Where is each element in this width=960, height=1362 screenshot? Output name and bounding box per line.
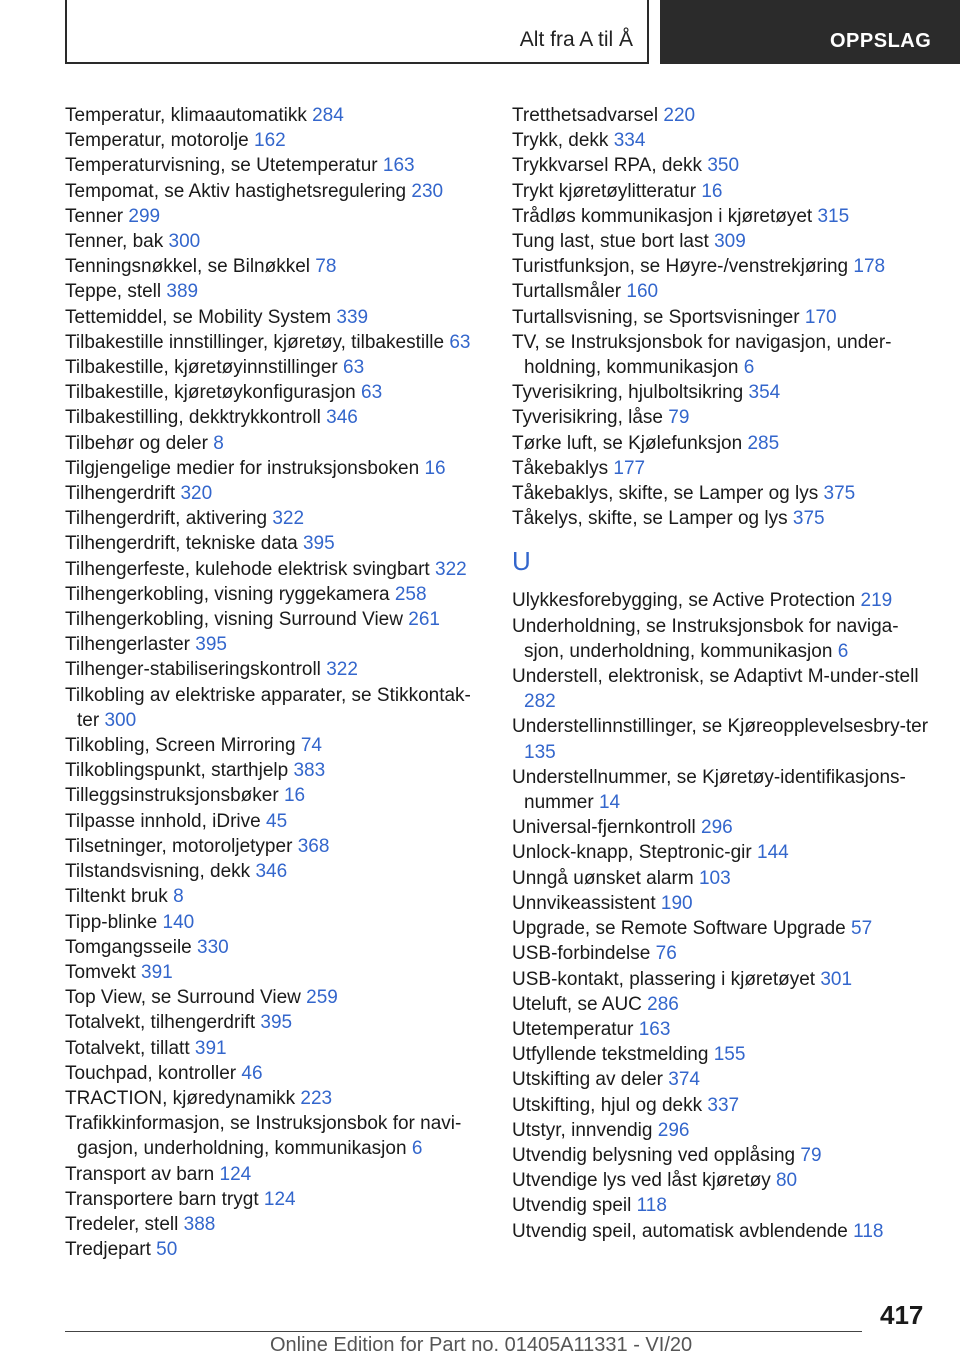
page-reference-link[interactable]: 230 bbox=[411, 180, 444, 202]
index-entry-text: Tilbakestille, kjøretøyinnstillinger bbox=[65, 357, 338, 379]
page-reference-link[interactable]: 375 bbox=[823, 483, 856, 505]
index-column-right bbox=[512, 103, 932, 1244]
page-reference-link[interactable]: 144 bbox=[757, 842, 789, 864]
index-entry-text: Turtallsmåler bbox=[512, 281, 622, 303]
page-reference-link[interactable]: 118 bbox=[636, 1195, 667, 1217]
index-entry bbox=[65, 733, 485, 758]
index-entry bbox=[512, 380, 932, 405]
page-reference-link[interactable]: 299 bbox=[128, 205, 161, 227]
index-entry-text: Tyverisikring, låse bbox=[512, 407, 663, 429]
page-reference-link[interactable]: 6 bbox=[411, 1138, 423, 1160]
page-reference-link[interactable]: 45 bbox=[266, 810, 288, 832]
index-entry-text: Understellnummer, se Kjøretøy-identifikasjons‐nummer bbox=[512, 766, 906, 814]
index-entry bbox=[65, 456, 485, 481]
index-entry-text: Tilpasse innhold, iDrive bbox=[65, 810, 261, 832]
index-entry bbox=[512, 1017, 932, 1042]
page-reference-link[interactable]: 6 bbox=[837, 640, 849, 662]
index-entry-text: Tyverisikring, hjulboltsikring bbox=[512, 382, 744, 404]
index-entry bbox=[65, 1036, 485, 1061]
index-entry bbox=[512, 840, 932, 865]
index-entry bbox=[512, 431, 932, 456]
page-reference-link[interactable]: 296 bbox=[701, 817, 733, 839]
page-reference-link[interactable]: 170 bbox=[804, 306, 837, 328]
page-reference-link[interactable]: 350 bbox=[707, 155, 740, 177]
index-entry-text: Tilhengerdrift bbox=[65, 483, 176, 505]
page-reference-link[interactable]: 383 bbox=[293, 760, 326, 782]
index-entry bbox=[65, 1237, 485, 1262]
index-entry bbox=[512, 614, 932, 664]
index-entry bbox=[65, 153, 485, 178]
index-entry-text: Utfyllende tekstmelding bbox=[512, 1044, 709, 1066]
index-entry-text: Utskifting, hjul og dekk bbox=[512, 1094, 703, 1116]
index-entry bbox=[65, 431, 485, 456]
index-entry-text: Transport av barn bbox=[65, 1163, 215, 1185]
page-reference-link[interactable]: 63 bbox=[343, 357, 365, 379]
index-entry-text: Trykkvarsel RPA, dekk bbox=[512, 155, 703, 177]
page-reference-link[interactable]: 219 bbox=[860, 590, 893, 612]
index-entry-text: Tilbakestilling, dekktrykkontroll bbox=[65, 407, 321, 429]
page-reference-link[interactable]: 79 bbox=[800, 1144, 822, 1166]
index-entry-text: Tettemiddel, se Mobility System bbox=[65, 306, 332, 328]
page-reference-link[interactable]: 391 bbox=[141, 961, 173, 983]
index-entry-text: Touchpad, kontroller bbox=[65, 1062, 237, 1084]
index-entry bbox=[512, 1042, 932, 1067]
page-reference-link[interactable]: 261 bbox=[408, 609, 440, 631]
page-reference-link[interactable]: 79 bbox=[668, 407, 690, 429]
index-entry bbox=[65, 305, 485, 330]
index-entry-text: Tretthetsadvarsel bbox=[512, 105, 659, 126]
index-entry-text: Tilgjengelige medier for instruksjonsboken bbox=[65, 457, 420, 479]
index-entry-text: Trykk, dekk bbox=[512, 130, 609, 152]
index-entry-text: Tilhenger-stabiliseringskontroll bbox=[65, 659, 321, 681]
index-entry bbox=[65, 380, 485, 405]
page-reference-link[interactable]: 315 bbox=[817, 205, 850, 227]
page-reference-link[interactable]: 320 bbox=[180, 483, 213, 505]
index-entry-text: Temperatur, motorolje bbox=[65, 130, 249, 152]
index-entry-text: Tiltenkt bruk bbox=[65, 886, 168, 908]
index-entry bbox=[512, 1219, 932, 1244]
index-entry-text: Tåkelys, skifte, se Lamper og lys bbox=[512, 508, 788, 530]
page-reference-link[interactable]: 50 bbox=[156, 1239, 178, 1261]
index-entry bbox=[65, 481, 485, 506]
index-entry bbox=[65, 960, 485, 985]
page-reference-link[interactable]: 223 bbox=[300, 1087, 333, 1109]
page-reference-link[interactable]: 395 bbox=[302, 533, 335, 555]
edition-footer: Online Edition for Part no. 01405A11331 - VI/20 bbox=[270, 1334, 693, 1356]
index-entry bbox=[512, 1118, 932, 1143]
index-entry-text: Utvendige lys ved låst kjøretøy bbox=[512, 1170, 771, 1192]
page-reference-link[interactable]: 337 bbox=[707, 1094, 740, 1116]
index-entry bbox=[512, 1093, 932, 1118]
index-entry-text: Tilbehør og deler bbox=[65, 432, 208, 454]
section-letter: U bbox=[512, 546, 531, 577]
index-entry bbox=[512, 279, 932, 304]
page-reference-link[interactable]: 339 bbox=[336, 306, 369, 328]
index-entry bbox=[512, 330, 932, 380]
index-entry-text: Unngå uønsket alarm bbox=[512, 867, 694, 889]
index-entry-text: Unnvikeassistent bbox=[512, 892, 656, 914]
section-tab bbox=[660, 0, 960, 64]
header-frame bbox=[65, 0, 649, 64]
index-entry bbox=[65, 179, 485, 204]
index-entry bbox=[65, 859, 485, 884]
index-entry-text: Ulykkesforebygging, se Active Protection bbox=[512, 590, 856, 612]
index-entry-text: Utvendig speil, automatisk avblendende bbox=[512, 1220, 848, 1242]
index-entry-text: Top View, se Surround View bbox=[65, 987, 301, 1009]
index-entry bbox=[512, 153, 932, 178]
index-entry-text: Tomvekt bbox=[65, 961, 136, 983]
index-entry bbox=[65, 607, 485, 632]
page-reference-link[interactable]: 63 bbox=[361, 382, 383, 404]
page-reference-link[interactable]: 368 bbox=[297, 835, 330, 857]
index-entry bbox=[65, 405, 485, 430]
page-reference-link[interactable]: 16 bbox=[424, 457, 446, 479]
index-entry-text: Utvendig speil bbox=[512, 1195, 632, 1217]
page-reference-link[interactable]: 140 bbox=[162, 911, 195, 933]
index-entry bbox=[65, 229, 485, 254]
page-reference-link[interactable]: 285 bbox=[747, 432, 780, 454]
index-column-left bbox=[65, 103, 485, 1262]
page-reference-link[interactable]: 395 bbox=[260, 1012, 293, 1034]
index-entry-text: USB-forbindelse bbox=[512, 943, 651, 965]
index-entry bbox=[65, 884, 485, 909]
page-reference-link[interactable]: 103 bbox=[698, 867, 731, 889]
page-reference-link[interactable]: 16 bbox=[701, 180, 723, 202]
index-entry-text: Tilkobling, Screen Mirroring bbox=[65, 735, 296, 757]
index-entry bbox=[512, 891, 932, 916]
page-reference-link[interactable]: 163 bbox=[382, 155, 415, 177]
index-entry bbox=[65, 910, 485, 935]
index-entry-text: Tilhengerkobling, visning Surround View bbox=[65, 609, 403, 631]
index-entry bbox=[65, 506, 485, 531]
index-entry bbox=[65, 279, 485, 304]
index-entry-text: Totalvekt, tillatt bbox=[65, 1037, 190, 1059]
index-entry-text: Totalvekt, tilhengerdrift bbox=[65, 1012, 256, 1034]
index-entry-text: Teppe, stell bbox=[65, 281, 162, 303]
page-reference-link[interactable]: 124 bbox=[263, 1188, 296, 1210]
page-reference-link[interactable]: 220 bbox=[663, 105, 696, 126]
page-reference-link[interactable]: 346 bbox=[255, 861, 288, 883]
page-reference-link[interactable]: 301 bbox=[820, 968, 853, 990]
page-reference-link[interactable]: 300 bbox=[168, 231, 201, 253]
index-entry bbox=[65, 683, 485, 733]
index-entry-text: Upgrade, se Remote Software Upgrade bbox=[512, 918, 846, 940]
index-entry-text: Tåkebaklys bbox=[512, 457, 609, 479]
index-entry bbox=[512, 714, 932, 764]
page-reference-link[interactable]: 330 bbox=[197, 936, 229, 958]
page-reference-link[interactable]: 163 bbox=[638, 1018, 671, 1040]
index-entry-text: Unlock-knapp, Steptronic-gir bbox=[512, 842, 752, 864]
index-entry-text: Tenningsnøkkel, se Bilnøkkel bbox=[65, 256, 310, 278]
page-reference-link[interactable]: 57 bbox=[851, 918, 873, 940]
index-entry-text: Trådløs kommunikasjon i kjøretøyet bbox=[512, 205, 813, 227]
index-entry bbox=[512, 1067, 932, 1092]
index-entry-text: Tilhengerdrift, tekniske data bbox=[65, 533, 298, 555]
page-reference-link[interactable]: 375 bbox=[792, 508, 825, 530]
index-entry bbox=[65, 1111, 485, 1161]
index-entry bbox=[65, 204, 485, 229]
index-group-t bbox=[512, 103, 932, 531]
index-entry-text: Temperatur, klimaautomatikk bbox=[65, 105, 307, 126]
index-entry bbox=[65, 758, 485, 783]
page-reference-link[interactable]: 155 bbox=[713, 1044, 746, 1066]
index-entry-text: Turistfunksjon, se Høyre-/venstrekjøring bbox=[512, 256, 849, 278]
index-entry bbox=[512, 1168, 932, 1193]
page-reference-link[interactable]: 74 bbox=[300, 735, 322, 757]
page-reference-link[interactable]: 258 bbox=[394, 583, 427, 605]
index-entry bbox=[512, 815, 932, 840]
index-entry-text: Tilhengerfeste, kulehode elektrisk svingbart bbox=[65, 558, 430, 580]
index-entry bbox=[512, 916, 932, 941]
page-reference-link[interactable]: 296 bbox=[657, 1119, 690, 1141]
index-entry-text: USB-kontakt, plassering i kjøretøyet bbox=[512, 968, 816, 990]
index-entry-text: Tilkoblingspunkt, starthjelp bbox=[65, 760, 289, 782]
index-entry-text: TV, se Instruksjonsbok for navigasjon, under‐holdning, kommunikasjon bbox=[512, 331, 892, 379]
page-reference-link[interactable]: 8 bbox=[213, 432, 224, 454]
index-entry bbox=[512, 506, 932, 531]
index-entry bbox=[65, 783, 485, 808]
page-reference-link[interactable]: 78 bbox=[315, 256, 337, 278]
index-entry bbox=[65, 632, 485, 657]
index-entry-text: Trafikkinformasjon, se Instruksjonsbok for navi‐gasjon, underholdning, kommunikasjon bbox=[65, 1113, 462, 1160]
index-entry bbox=[65, 935, 485, 960]
index-entry bbox=[512, 1143, 932, 1168]
index-entry bbox=[65, 834, 485, 859]
index-entry bbox=[65, 1010, 485, 1035]
index-entry bbox=[65, 355, 485, 380]
page-number: 417 bbox=[880, 1300, 924, 1330]
page-reference-link[interactable]: 322 bbox=[435, 558, 467, 580]
page-reference-link[interactable]: 16 bbox=[283, 785, 306, 807]
section-tab-label: OPPSLAG bbox=[830, 30, 932, 52]
index-entry-text: TRACTION, kjøredynamikk bbox=[65, 1087, 296, 1109]
index-entry bbox=[512, 405, 932, 430]
index-entry-text: Tilbakestille innstillinger, kjøretøy, tilbakestille bbox=[65, 331, 445, 353]
page-reference-link[interactable]: 190 bbox=[660, 892, 693, 914]
index-entry bbox=[65, 531, 485, 556]
index-entry-text: Turtallsvisning, se Sportsvisninger bbox=[512, 306, 800, 328]
page-reference-link[interactable]: 8 bbox=[173, 886, 184, 908]
index-entry bbox=[65, 1061, 485, 1086]
index-entry-text: Tipp-blinke bbox=[65, 911, 158, 933]
index-entry-text: Universal-fjernkontroll bbox=[512, 817, 696, 839]
index-entry-text: Tilstandsvisning, dekk bbox=[65, 861, 251, 883]
index-entry bbox=[512, 103, 932, 128]
index-entry-text: Tredeler, stell bbox=[65, 1213, 179, 1235]
index-entry-text: Tilkobling av elektriske apparater, se Stikkontak‐ter bbox=[65, 684, 471, 731]
index-entry-text: Understellinnstillinger, se Kjøreopplevelsesbry‐ter bbox=[512, 716, 929, 738]
index-entry bbox=[512, 204, 932, 229]
index-entry bbox=[65, 1086, 485, 1111]
page-reference-link[interactable]: 389 bbox=[166, 281, 199, 303]
page-reference-link[interactable]: 177 bbox=[613, 457, 646, 479]
index-entry-text: Tung last, stue bort last bbox=[512, 231, 709, 253]
index-entry-text: Utskifting av deler bbox=[512, 1069, 664, 1091]
index-entry-text: Tørke luft, se Kjølefunksjon bbox=[512, 432, 743, 454]
index-entry bbox=[512, 664, 932, 714]
page-reference-link[interactable]: 259 bbox=[306, 987, 338, 1009]
index-entry-text: Transportere barn trygt bbox=[65, 1188, 259, 1210]
index-entry-text: Trykt kjøretøylitteratur bbox=[512, 180, 697, 202]
index-entry-text: Tempomat, se Aktiv hastighetsregulering bbox=[65, 180, 407, 202]
index-entry-text: Underholdning, se Instruksjonsbok for naviga‐sjon, underholdning, kommunikasjon bbox=[512, 615, 899, 662]
index-group-u bbox=[512, 588, 932, 1243]
index-entry-text: Tilhengerlaster bbox=[65, 634, 190, 656]
index-entry bbox=[65, 582, 485, 607]
index-entry-text: Tenner bbox=[65, 205, 124, 227]
page-reference-link[interactable]: 135 bbox=[524, 741, 556, 763]
index-entry-text: Tenner, bak bbox=[65, 231, 164, 253]
index-entry-text: Tåkebaklys, skifte, se Lamper og lys bbox=[512, 483, 819, 505]
page-reference-link[interactable]: 178 bbox=[853, 256, 886, 278]
header-title: Alt fra A til Å bbox=[519, 28, 633, 51]
page-reference-link[interactable]: 14 bbox=[598, 792, 621, 814]
page-reference-link[interactable]: 354 bbox=[748, 382, 781, 404]
index-entry bbox=[512, 1193, 932, 1218]
index-entry bbox=[65, 985, 485, 1010]
index-entry bbox=[512, 179, 932, 204]
page-reference-link[interactable]: 322 bbox=[326, 659, 358, 681]
index-entry bbox=[512, 456, 932, 481]
index-entry-text: Tilhengerdrift, aktivering bbox=[65, 508, 268, 530]
page-reference-link[interactable]: 118 bbox=[853, 1220, 884, 1242]
index-entry bbox=[65, 330, 485, 355]
index-entry-text: Utetemperatur bbox=[512, 1018, 634, 1040]
page-reference-link[interactable]: 388 bbox=[183, 1213, 216, 1235]
index-entry-text: Tredjepart bbox=[65, 1239, 151, 1261]
footer-divider bbox=[65, 1331, 862, 1332]
page-reference-link[interactable]: 162 bbox=[254, 130, 286, 152]
index-entry bbox=[512, 941, 932, 966]
index-entry bbox=[512, 866, 932, 891]
page-reference-link[interactable]: 300 bbox=[104, 709, 137, 731]
index-entry-text: Uteluft, se AUC bbox=[512, 993, 642, 1015]
page-reference-link[interactable]: 63 bbox=[449, 331, 471, 353]
index-entry bbox=[512, 128, 932, 153]
page-reference-link[interactable]: 334 bbox=[613, 130, 646, 152]
index-entry bbox=[512, 305, 932, 330]
index-entry-text: Utvendig belysning ved opplåsing bbox=[512, 1144, 796, 1166]
index-entry bbox=[512, 588, 932, 613]
page-reference-link[interactable]: 282 bbox=[524, 691, 556, 713]
index-entry-text: Utstyr, innvendig bbox=[512, 1119, 653, 1141]
index-entry bbox=[65, 254, 485, 279]
index-entry bbox=[512, 967, 932, 992]
page-reference-link[interactable]: 284 bbox=[312, 105, 344, 126]
index-entry bbox=[512, 229, 932, 254]
index-entry bbox=[65, 1162, 485, 1187]
index-entry bbox=[512, 765, 932, 815]
index-entry bbox=[65, 1212, 485, 1237]
index-entry bbox=[65, 1187, 485, 1212]
page-reference-link[interactable]: 374 bbox=[668, 1069, 700, 1091]
page-reference-link[interactable]: 309 bbox=[714, 231, 746, 253]
page-reference-link[interactable]: 6 bbox=[743, 357, 755, 379]
page-reference-link[interactable]: 322 bbox=[272, 508, 305, 530]
index-entry-text: Tomgangsseile bbox=[65, 936, 192, 958]
page-reference-link[interactable]: 395 bbox=[195, 634, 227, 656]
index-entry bbox=[65, 809, 485, 834]
index-entry bbox=[65, 103, 485, 128]
page-reference-link[interactable]: 46 bbox=[241, 1062, 263, 1084]
index-entry-text: Tilbakestille, kjøretøykonfigurasjon bbox=[65, 382, 356, 404]
page-reference-link[interactable]: 76 bbox=[655, 943, 677, 965]
page-reference-link[interactable]: 124 bbox=[219, 1163, 252, 1185]
index-entry-text: Temperaturvisning, se Utetemperatur bbox=[65, 155, 378, 177]
index-entry bbox=[512, 481, 932, 506]
index-entry bbox=[65, 557, 485, 582]
page-reference-link[interactable]: 160 bbox=[626, 281, 659, 303]
index-entry bbox=[512, 254, 932, 279]
index-entry-text: Tilsetninger, motoroljetyper bbox=[65, 835, 293, 857]
page-reference-link[interactable]: 346 bbox=[326, 407, 358, 429]
page-reference-link[interactable]: 80 bbox=[775, 1170, 798, 1192]
page-reference-link[interactable]: 286 bbox=[647, 993, 679, 1015]
index-entry-text: Tilleggsinstruksjonsbøker bbox=[65, 785, 279, 807]
index-entry bbox=[65, 128, 485, 153]
index-entry bbox=[512, 992, 932, 1017]
page-reference-link[interactable]: 391 bbox=[194, 1037, 227, 1059]
index-entry bbox=[65, 657, 485, 682]
index-entry-text: Tilhengerkobling, visning ryggekamera bbox=[65, 583, 390, 605]
index-entry-text: Understell, elektronisk, se Adaptivt M-under‐stell bbox=[512, 666, 919, 688]
